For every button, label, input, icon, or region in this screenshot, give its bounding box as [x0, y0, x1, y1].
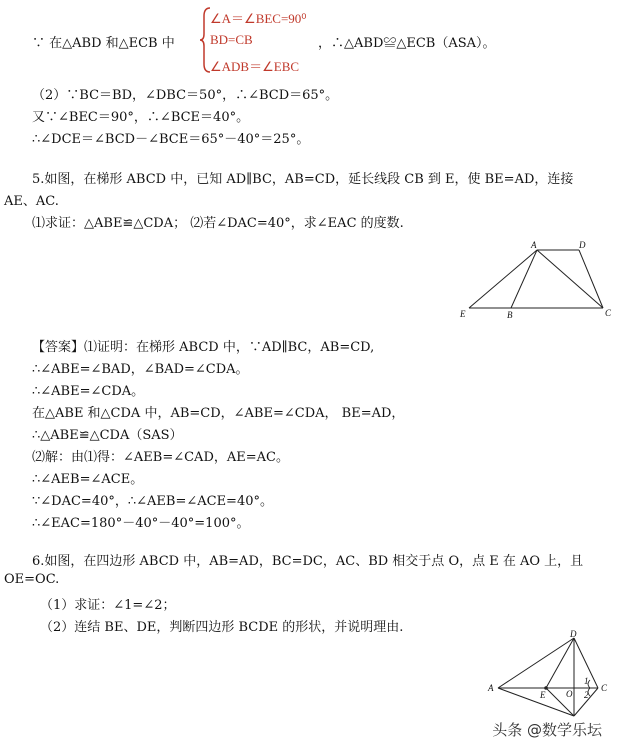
part2-line-2: 又∵∠BEC＝90°，∴∠BCE＝40°。 [32, 110, 250, 125]
point-label-e: E [460, 309, 466, 319]
q5-line-1: 5.如图，在梯形 ABCD 中，已知 AD∥BC，AB=CD，延长线段 CB 到 E，使 BE=AD，连接 [32, 172, 574, 187]
condition-brace [200, 6, 310, 74]
point-label-e: E [540, 690, 546, 700]
quadrilateral-figure [486, 630, 614, 720]
condition-line-3: ∠ADB＝∠EBC [210, 59, 300, 74]
q5-line-3: ⑴求证：△ABE≌△CDA； ⑵若∠DAC=40°，求∠EAC 的度数. [32, 216, 404, 231]
congruence-premise: ∵ 在△ABD 和△ECB 中 [32, 36, 175, 51]
answer5-line-6: ⑵解：由⑴得：∠AEB=∠CAD，AE=AC。 [32, 450, 289, 465]
point-label-a: A [531, 240, 537, 250]
point-label-o: O [566, 689, 573, 699]
q5-line-2: AE、AC. [4, 194, 59, 209]
watermark: 头条 @数学乐坛 [488, 718, 606, 741]
answer5-line-2: ∴∠ABE=∠BAD，∠BAD=∠CDA。 [32, 362, 249, 377]
answer5-line-3: ∴∠ABE=∠CDA。 [32, 384, 145, 399]
point-label-d: D [579, 240, 586, 250]
congruence-conclusion: ，∴△ABD≌△ECB（ASA）。 [318, 36, 496, 51]
angle-label-1: 1 [584, 676, 589, 686]
point-label-b: B [507, 310, 513, 320]
part2-line-3: ∴∠DCE＝∠BCD－∠BCE＝65°－40°＝25°。 [32, 132, 310, 147]
answer5-line-4: 在△ABE 和△CDA 中，AB=CD，∠ABE=∠CDA， BE=AD， [32, 406, 405, 421]
trapezoid-figure [455, 238, 615, 322]
q6-line-3: （1）求证：∠1=∠2； [40, 598, 176, 613]
answer5-line-1: 【答案】⑴证明：在梯形 ABCD 中，∵AD∥BC，AB=CD, [32, 340, 375, 355]
answer5-line-8: ∵∠DAC=40°，∴∠AEB=∠ACE=40°。 [32, 494, 273, 509]
point-label-c: C [601, 683, 608, 693]
condition-line-2: BD=CB [210, 32, 253, 47]
point-label-c: C [605, 308, 612, 318]
answer5-line-7: ∴∠AEB=∠ACE。 [32, 472, 144, 487]
condition-line-1: ∠A＝∠BEC=90⁰ [210, 11, 307, 26]
answer5-line-5: ∴△ABE≌△CDA（SAS） [32, 428, 183, 443]
answer5-line-9: ∴∠EAC=180°－40°－40°=100°。 [32, 516, 250, 531]
q6-line-2: OE=OC. [4, 572, 60, 587]
point-label-a: A [488, 683, 494, 693]
angle-label-2: 2 [584, 690, 589, 700]
point-label-d: D [570, 630, 577, 639]
part2-line-1: （2）∵BC＝BD，∠DBC＝50°，∴∠BCD＝65°。 [32, 88, 339, 103]
q6-line-4: （2）连结 BE、DE，判断四边形 BCDE 的形状，并说明理由. [40, 620, 404, 635]
q6-line-1: 6.如图，在四边形 ABCD 中，AB=AD，BC=DC，AC、BD 相交于点 O，点 E 在 AO 上，且 [32, 554, 584, 569]
